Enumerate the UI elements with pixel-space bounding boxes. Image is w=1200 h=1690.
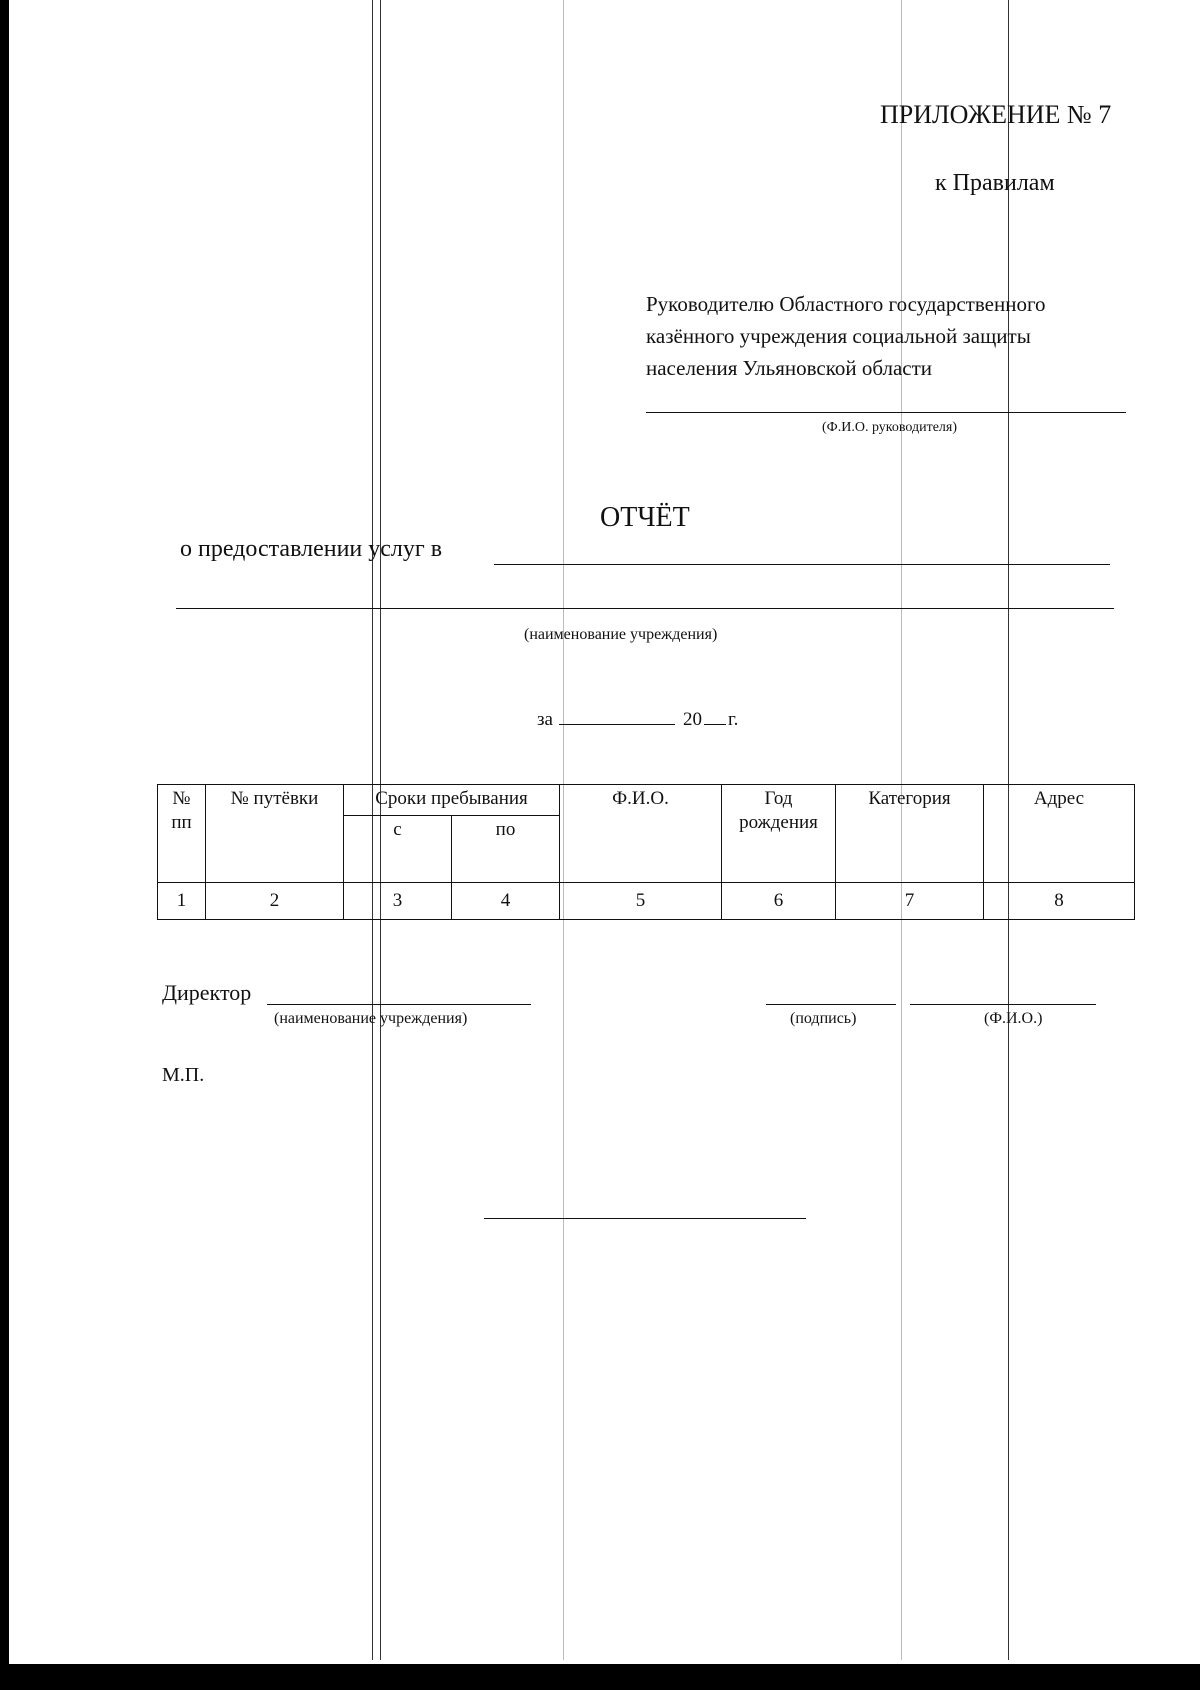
header-stay-from: с xyxy=(344,816,452,883)
name-caption: (Ф.И.О.) xyxy=(984,1010,1043,1027)
header-row-number: № пп xyxy=(158,785,206,883)
scan-bottom-edge xyxy=(0,1664,1200,1690)
institution-line-1 xyxy=(494,564,1110,565)
report-period xyxy=(537,706,738,731)
column-number: 1 xyxy=(158,883,206,920)
end-separator-line xyxy=(484,1218,806,1219)
header-stay-to: по xyxy=(452,816,560,883)
recipient-line-3: населения Ульяновской области xyxy=(646,356,933,380)
appendix-title: ПРИЛОЖЕНИЕ № 7 xyxy=(880,100,1112,129)
director-label: Директор xyxy=(162,980,252,1005)
table-row xyxy=(158,883,1135,920)
director-institution-line xyxy=(267,1004,531,1005)
report-table xyxy=(157,784,1135,920)
recipient-line-2: казённого учреждения социальной защиты xyxy=(646,324,1031,348)
header-category: Категория xyxy=(836,785,984,883)
column-number: 4 xyxy=(452,883,560,920)
period-prefix: за xyxy=(537,709,553,730)
institution-caption: (наименование учреждения) xyxy=(524,626,718,643)
header-birth-year: Год рождения xyxy=(722,785,836,883)
report-intro: о предоставлении услуг в xyxy=(180,536,443,562)
scan-left-edge xyxy=(0,0,9,1690)
signature-line xyxy=(766,1004,896,1005)
header-full-name: Ф.И.О. xyxy=(560,785,722,883)
director-institution-caption: (наименование учреждения) xyxy=(274,1010,468,1027)
recipient-name-caption: (Ф.И.О. руководителя) xyxy=(822,420,957,435)
header-stay-period: Сроки пребывания xyxy=(344,785,560,816)
period-month-blank xyxy=(559,706,675,725)
column-number: 7 xyxy=(836,883,984,920)
column-number: 2 xyxy=(206,883,344,920)
period-year-prefix: 20 xyxy=(682,709,702,730)
column-number: 8 xyxy=(984,883,1135,920)
report-title: ОТЧЁТ xyxy=(600,502,690,533)
column-number: 6 xyxy=(722,883,836,920)
recipient-line-1: Руководителю Областного государственного xyxy=(646,292,1046,316)
stamp-label: М.П. xyxy=(162,1064,205,1086)
name-line xyxy=(910,1004,1096,1005)
table-header-row xyxy=(158,785,1135,816)
institution-line-2 xyxy=(176,608,1114,609)
header-voucher-number: № путёвки xyxy=(206,785,344,883)
recipient-name-line xyxy=(646,412,1126,413)
signature-caption: (подпись) xyxy=(790,1010,857,1027)
column-number: 3 xyxy=(344,883,452,920)
header-address: Адрес xyxy=(984,785,1135,883)
period-year-suffix: г. xyxy=(727,709,739,730)
period-year-blank xyxy=(704,706,726,725)
appendix-subtitle: к Правилам xyxy=(935,170,1055,196)
column-number: 5 xyxy=(560,883,722,920)
